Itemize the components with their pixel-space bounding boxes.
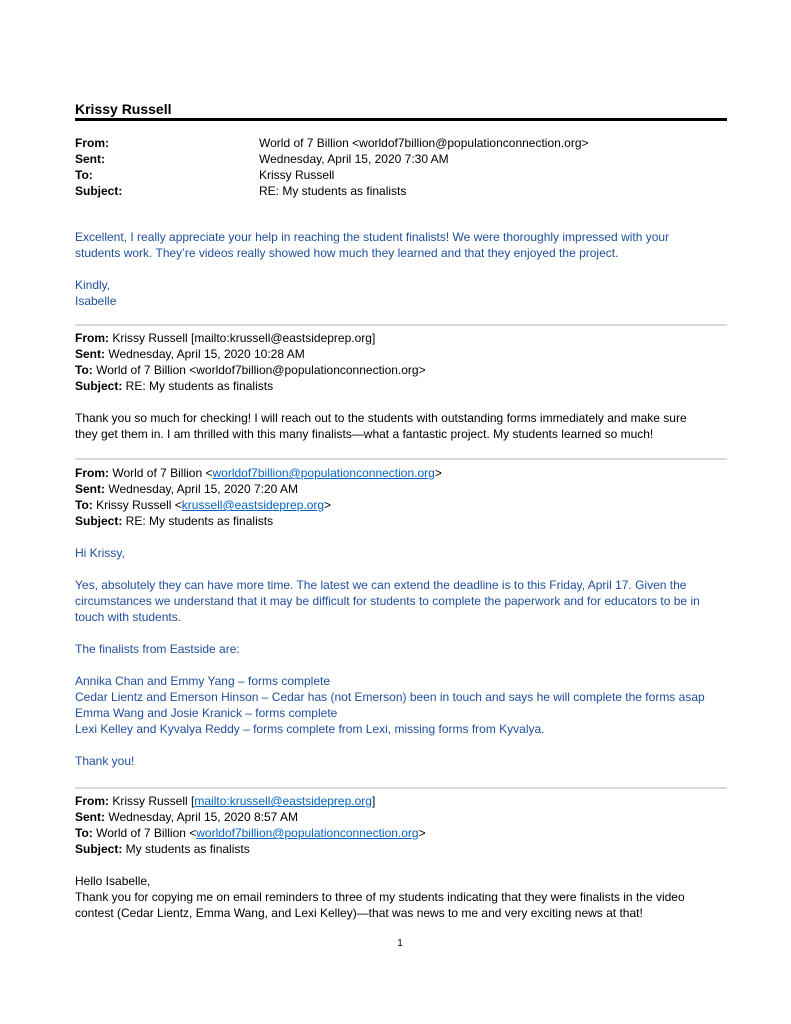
msg-from-line: From: Krissy Russell [mailto:krussell@eastsideprep.org] bbox=[75, 794, 376, 808]
message-separator bbox=[75, 324, 727, 326]
email-printout-page bbox=[75, 0, 725, 1024]
reply-signature: Isabelle bbox=[75, 294, 117, 308]
page-number: 1 bbox=[397, 938, 403, 949]
from-value: World of 7 Billion <worldof7billion@populationconnection.org> bbox=[259, 136, 589, 150]
msg-closing: Thank you! bbox=[75, 754, 135, 768]
header-sent-row bbox=[75, 151, 725, 167]
msg-sent-line: Sent: Wednesday, April 15, 2020 10:28 AM bbox=[75, 347, 305, 361]
msg-body-line: they get them in. I am thrilled with this many finalists—what a fantastic project. My students learned so much! bbox=[75, 427, 654, 441]
msg-subject-line: Subject: My students as finalists bbox=[75, 842, 250, 856]
msg-body-line: touch with students. bbox=[75, 610, 182, 624]
message-separator bbox=[75, 787, 727, 789]
subject-value: RE: My students as finalists bbox=[259, 184, 407, 198]
email-link[interactable]: krussell@eastsideprep.org bbox=[181, 498, 325, 512]
msg-body-line: Yes, absolutely they can have more time. The latest we can extend the deadline is to this Friday, April 17. Given the bbox=[75, 578, 687, 592]
msg-greeting: Hi Krissy, bbox=[75, 546, 125, 560]
email-link[interactable]: mailto:krussell@eastsideprep.org bbox=[194, 794, 372, 808]
msg-to-line: To: Krissy Russell <krussell@eastsideprep.org> bbox=[75, 498, 332, 512]
to-value: Krissy Russell bbox=[259, 168, 335, 182]
msg-to-line: To: World of 7 Billion <worldof7billion@populationconnection.org> bbox=[75, 363, 426, 377]
msg-from-line: From: Krissy Russell [mailto:krussell@eastsideprep.org] bbox=[75, 331, 376, 345]
reply-body bbox=[75, 229, 727, 309]
reply-body-line: Excellent, I really appreciate your help in reaching the student finalists! We were thoroughly impressed with your bbox=[75, 230, 670, 244]
msg-body-line: circumstances we understand that it may be difficult for students to complete the paperwork and for educators to be in bbox=[75, 594, 700, 608]
document-owner-name: Krissy Russell bbox=[75, 101, 172, 117]
finalist-item: Annika Chan and Emmy Yang – forms complete bbox=[75, 674, 331, 688]
header-subject-row bbox=[75, 183, 725, 199]
reply-signoff: Kindly, bbox=[75, 278, 111, 292]
msg-subject-line: Subject: RE: My students as finalists bbox=[75, 514, 274, 528]
finalist-item: Emma Wang and Josie Kranick – forms complete bbox=[75, 706, 338, 720]
msg-body-line: contest (Cedar Lientz, Emma Wang, and Lexi Kelley)—that was news to me and very exciting news at that! bbox=[75, 906, 643, 920]
finalist-item: Cedar Lientz and Emerson Hinson – Cedar has (not Emerson) been in touch and says he will complete the forms asap bbox=[75, 690, 705, 704]
msg-to-line: To: World of 7 Billion <worldof7billion@populationconnection.org> bbox=[75, 826, 426, 840]
msg-body bbox=[75, 545, 727, 769]
quoted-message-3 bbox=[75, 465, 727, 769]
email-link[interactable]: worldof7billion@populationconnection.org bbox=[212, 466, 435, 480]
msg-greeting: Hello Isabelle, bbox=[75, 874, 151, 888]
msg-from-line: From: World of 7 Billion <worldof7billion@populationconnection.org> bbox=[75, 466, 442, 480]
message-separator bbox=[75, 458, 727, 460]
sent-value: Wednesday, April 15, 2020 7:30 AM bbox=[259, 152, 449, 166]
email-link[interactable]: worldof7billion@populationconnection.org bbox=[196, 826, 419, 840]
msg-body-line: Thank you so much for checking! I will reach out to the students with outstanding forms immediately and make sure bbox=[75, 411, 687, 425]
quoted-message-4 bbox=[75, 793, 727, 921]
msg-sent-line: Sent: Wednesday, April 15, 2020 8:57 AM bbox=[75, 810, 299, 824]
msg-subject-line: Subject: RE: My students as finalists bbox=[75, 379, 274, 393]
finalists-intro: The finalists from Eastside are: bbox=[75, 642, 240, 656]
sent-label: Sent: bbox=[75, 152, 105, 166]
reply-body-line: students work. They’re videos really showed how much they learned and that they enjoyed the project. bbox=[75, 246, 619, 260]
header-to-row bbox=[75, 167, 725, 183]
finalist-item: Lexi Kelley and Kyvalya Reddy – forms complete from Lexi, missing forms from Kyvalya. bbox=[75, 722, 545, 736]
subject-label: Subject: bbox=[75, 184, 123, 198]
header-from-row bbox=[75, 135, 725, 151]
quoted-message-2 bbox=[75, 330, 727, 442]
msg-body-line: Thank you for copying me on email reminders to three of my students indicating that they were finalists in the video bbox=[75, 890, 685, 904]
msg-sent-line: Sent: Wednesday, April 15, 2020 7:20 AM bbox=[75, 482, 299, 496]
from-label: From: bbox=[75, 136, 109, 150]
header-divider bbox=[75, 118, 727, 121]
email-header-table bbox=[75, 135, 725, 199]
to-label: To: bbox=[75, 168, 93, 182]
